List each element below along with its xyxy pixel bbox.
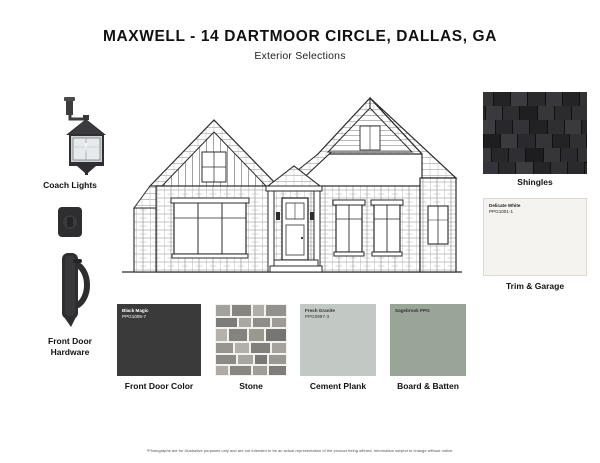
- coach-light-icon: [30, 95, 112, 175]
- cement-plank-swatch-label: [305, 308, 335, 320]
- page-title: MAXWELL - 14 DARTMOOR CIRCLE, DALLAS, GA: [103, 28, 497, 45]
- page-subtitle: Exterior Selections: [254, 50, 346, 62]
- shingles-swatch: [483, 92, 587, 174]
- front-door-color-code: PPG1005-7: [122, 314, 147, 320]
- front-elevation-image: [122, 86, 462, 281]
- stone-swatch: [215, 304, 287, 376]
- caption-front-door-hardware-line1: Front Door: [48, 336, 92, 346]
- cement-plank-color-code: PPG0997-3: [305, 314, 330, 320]
- trim-garage-swatch-label: [489, 203, 520, 215]
- board-batten-swatch-label: [395, 308, 430, 314]
- footer-disclaimer: *Photographs are for illustrative purposes only and are not intended to be an actual representation of the product being offered. Information subject to change without notice.: [146, 449, 454, 453]
- front-door-hardware-image: [50, 205, 92, 330]
- caption-front-door-color: Front Door Color: [124, 381, 194, 391]
- caption-coach-lights: Coach Lights: [43, 180, 97, 190]
- caption-trim-garage: Trim & Garage: [505, 281, 565, 291]
- caption-front-door-hardware: [20, 336, 120, 357]
- trim-garage-color-name: Delicate White: [489, 203, 521, 208]
- cement-plank-swatch: [300, 304, 376, 376]
- trim-garage-swatch: [483, 198, 587, 276]
- caption-cement-plank: Cement Plank: [309, 381, 367, 391]
- front-door-color-name: Black Magic: [122, 308, 149, 313]
- caption-stone: Stone: [239, 381, 263, 391]
- door-handleset-icon: [50, 205, 92, 330]
- caption-board-batten: Board & Batten: [397, 381, 459, 391]
- front-door-color-swatch: [117, 304, 201, 376]
- coach-light-image: [30, 95, 112, 175]
- board-batten-swatch: [390, 304, 466, 376]
- board-batten-color-name: Sagebrook PPG: [395, 308, 430, 313]
- cement-plank-color-name: Fresh Granite: [305, 308, 335, 313]
- elevation-drawing: [122, 86, 462, 281]
- trim-garage-color-code: PPG1001-1: [489, 209, 514, 215]
- caption-shingles: Shingles: [517, 177, 553, 187]
- front-door-color-swatch-label: [122, 308, 149, 320]
- caption-front-door-hardware-line2: Hardware: [50, 346, 90, 357]
